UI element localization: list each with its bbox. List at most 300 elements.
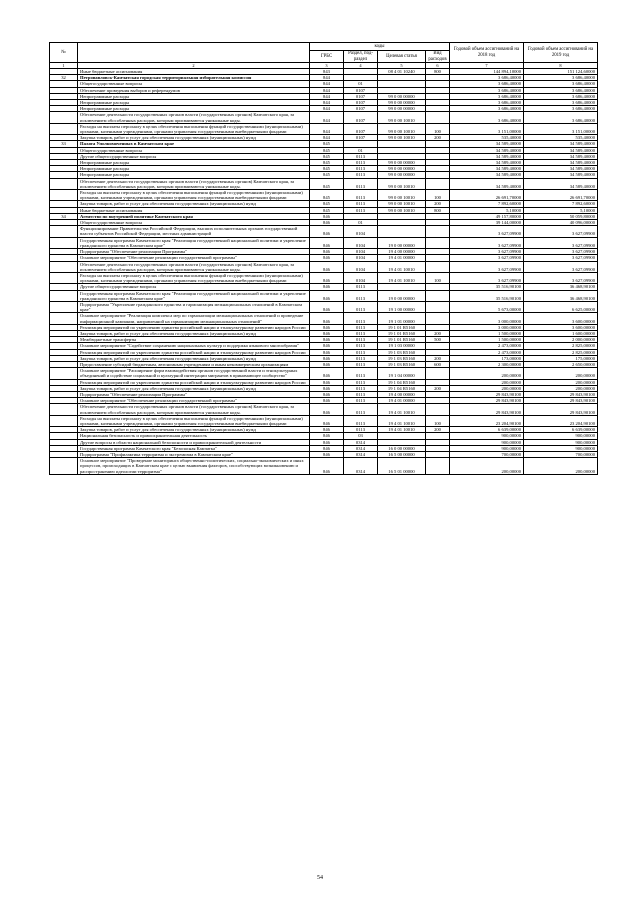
row-grbs: 846: [310, 379, 344, 385]
row-amount-2018: 2 473,00000: [450, 349, 524, 355]
budget-table: [49, 42, 598, 475]
column-number: 5: [378, 63, 426, 69]
row-amount-2019: 3 686,40000: [524, 112, 598, 123]
row-number: [50, 261, 78, 272]
row-amount-2019: 535,40000: [524, 135, 598, 141]
row-amount-2019: 36 468,90100: [524, 290, 598, 301]
row-vid: 100: [426, 123, 450, 134]
row-celevaya: 99 0 00 10010: [378, 178, 426, 189]
row-razdel: 0113: [344, 361, 378, 367]
row-grbs: 846: [310, 415, 344, 426]
row-amount-2019: 50 059,80000: [524, 213, 598, 219]
row-amount-2018: 900,00000: [450, 439, 524, 445]
row-amount-2019: 3 686,40000: [524, 93, 598, 99]
row-amount-2018: 144 894,10000: [450, 69, 524, 75]
table-row: [50, 75, 598, 81]
row-razdel: 0113: [344, 190, 378, 201]
row-vid: 200: [426, 201, 450, 207]
row-razdel: 0107: [344, 93, 378, 99]
row-grbs: 846: [310, 398, 344, 404]
row-amount-2018: 200,00000: [450, 458, 524, 475]
row-celevaya: 99 0 00 10010: [378, 201, 426, 207]
row-description: Расходы на выплаты персоналу в целях обеспечения выполнения функций государственными (муниципальными) органами, казенными учреждениями, органами управления государственными внебюджетными фондами: [78, 123, 310, 134]
row-amount-2018: 3 686,40000: [450, 106, 524, 112]
column-number: 8: [524, 63, 598, 69]
row-amount-2019: 2 825,00000: [524, 349, 598, 355]
row-grbs: 844: [310, 81, 344, 87]
row-celevaya: 19 1 03 R5160: [378, 355, 426, 361]
row-amount-2018: 3 000,00000: [450, 313, 524, 324]
row-razdel: 0113: [344, 301, 378, 312]
row-description: Петропавловск-Камчатская городская территориальная избирательная комиссия: [78, 75, 310, 81]
table-row: [50, 385, 598, 391]
row-description: Закупка товаров, работ и услуг для обеспечения государственных (муниципальных) нужд: [78, 201, 310, 207]
row-vid: 200: [426, 427, 450, 433]
column-number: 2: [78, 63, 310, 69]
table-row: [50, 427, 598, 433]
row-amount-2018: 200,00000: [450, 379, 524, 385]
row-amount-2019: 26 691,70000: [524, 190, 598, 201]
row-description: Непрограммные расходы: [78, 172, 310, 178]
row-amount-2018: 5 673,00000: [450, 301, 524, 312]
row-grbs: 844: [310, 87, 344, 93]
table-row: [50, 153, 598, 159]
row-description: Основное мероприятие "Расширение форм взаимодействия органов государственной власти и этнокультурных объединений и содействие социальной и культурной интеграции мигрантов в принимающее сообщество": [78, 368, 310, 379]
header-name: [78, 43, 310, 63]
header-grbs: ГРБС: [310, 51, 344, 63]
row-amount-2018: 535,40000: [450, 135, 524, 141]
header-codes: коды: [310, 43, 450, 51]
row-razdel: 0104: [344, 261, 378, 272]
row-description: Агентство по внутренней политике Камчатского края: [78, 213, 310, 219]
row-grbs: 843: [310, 69, 344, 75]
table-row: [50, 178, 598, 189]
table-row: [50, 226, 598, 237]
row-grbs: 846: [310, 391, 344, 397]
row-razdel: 0113: [344, 284, 378, 290]
row-celevaya: 19 1 03 R5160: [378, 349, 426, 355]
row-description: Государственная программа Камчатского края "Безопасная Камчатка": [78, 445, 310, 451]
row-razdel: 01: [344, 220, 378, 226]
row-description: Основное мероприятие "Содействие сохранению национальных культур и поддержка языкового многообразия": [78, 343, 310, 349]
table-row: [50, 284, 598, 290]
row-amount-2018: 34 589,40000: [450, 160, 524, 166]
row-grbs: 846: [310, 255, 344, 261]
row-celevaya: 99 0 00 10010: [378, 123, 426, 134]
row-celevaya: 19 1 03 R5160: [378, 361, 426, 367]
row-celevaya: 19 1 01 00000: [378, 313, 426, 324]
row-number: 33: [50, 141, 78, 147]
row-celevaya: 19 1 04 00000: [378, 368, 426, 379]
row-description: Государственная программа Камчатского края "Реализация государственной национальной политики и укрепление гражданского единства в Камчатском крае": [78, 290, 310, 301]
row-vid: [426, 112, 450, 123]
row-amount-2019: 900,00000: [524, 439, 598, 445]
row-grbs: 846: [310, 337, 344, 343]
row-amount-2018: 26 691,70000: [450, 190, 524, 201]
row-amount-2018: 3 686,40000: [450, 100, 524, 106]
row-amount-2018: 34 589,40000: [450, 166, 524, 172]
row-number: 32: [50, 75, 78, 81]
table-row: [50, 301, 598, 312]
row-vid: 600: [426, 361, 450, 367]
row-description: Подпрограмма "Укрепление гражданского единства и гармонизация межнациональных отношений в Камчатском крае": [78, 301, 310, 312]
row-grbs: 845: [310, 160, 344, 166]
row-number: [50, 112, 78, 123]
row-grbs: 846: [310, 301, 344, 312]
row-celevaya: 19 0 00 00000: [378, 290, 426, 301]
row-razdel: 0104: [344, 237, 378, 248]
row-amount-2018: 700,00000: [450, 452, 524, 458]
row-celevaya: 16 5 00 00000: [378, 452, 426, 458]
table-row: [50, 398, 598, 404]
table-row: [50, 290, 598, 301]
column-number: 1: [50, 63, 78, 69]
row-amount-2019: 34 589,40000: [524, 153, 598, 159]
row-amount-2019: 40 096,00000: [524, 220, 598, 226]
row-amount-2018: 34 589,40000: [450, 153, 524, 159]
row-amount-2018: 35 516,90100: [450, 284, 524, 290]
table-row: [50, 458, 598, 475]
row-description: Функционирование Правительства Российской Федерации, высших исполнительных органов государственной власти субъектов Российской Федерации, местных администраций: [78, 226, 310, 237]
row-amount-2019: 3 600,00000: [524, 324, 598, 330]
row-amount-2018: 3 627,09900: [450, 226, 524, 237]
row-description: Другие общегосударственные вопросы: [78, 153, 310, 159]
row-amount-2018: 6 639,00000: [450, 427, 524, 433]
row-amount-2018: 3 627,09900: [450, 237, 524, 248]
row-amount-2019: 36 468,90100: [524, 284, 598, 290]
row-amount-2019: 3 686,40000: [524, 106, 598, 112]
row-celevaya: 19 4 01 10010: [378, 427, 426, 433]
row-grbs: 846: [310, 213, 344, 219]
row-razdel: 0113: [344, 379, 378, 385]
row-razdel: 0113: [344, 349, 378, 355]
header-number: №: [50, 43, 78, 63]
row-razdel: 0113: [344, 368, 378, 379]
row-amount-2018: 173,00000: [450, 355, 524, 361]
row-grbs: 846: [310, 458, 344, 475]
row-amount-2019: 3 151,00000: [524, 123, 598, 134]
row-celevaya: 99 0 00 10010: [378, 112, 426, 123]
row-razdel: 0113: [344, 343, 378, 349]
row-grbs: 845: [310, 190, 344, 201]
row-razdel: 0107: [344, 106, 378, 112]
row-amount-2019: 34 589,40000: [524, 160, 598, 166]
table-row: [50, 87, 598, 93]
row-celevaya: 19 1 01 R5160: [378, 330, 426, 336]
row-razdel: 01: [344, 147, 378, 153]
table-row: [50, 190, 598, 201]
row-amount-2018: 35 516,90100: [450, 290, 524, 301]
row-description: Предоставление субсидий бюджетным, автономным учреждениям и иным некоммерческим организациям: [78, 361, 310, 367]
row-description: Основное мероприятие "Реализация комплекса мер по гармонизации межнациональных отношений и проведение информационной кампании, направленной на гармонизацию межнациональных отношений": [78, 313, 310, 324]
table-row: [50, 343, 598, 349]
table-row: [50, 330, 598, 336]
row-description: Основное мероприятие "Обеспечение реализации государственной программы": [78, 398, 310, 404]
row-amount-2018: 34 589,40000: [450, 178, 524, 189]
row-razdel: 0113: [344, 330, 378, 336]
row-vid: 200: [426, 385, 450, 391]
table-row: [50, 141, 598, 147]
row-amount-2018: 29 843,90100: [450, 391, 524, 397]
row-amount-2018: 900,00000: [450, 433, 524, 439]
row-description: Общегосударственные вопросы: [78, 220, 310, 226]
row-amount-2018: 3 627,09900: [450, 249, 524, 255]
row-grbs: 845: [310, 153, 344, 159]
row-amount-2019: 2 825,00000: [524, 343, 598, 349]
row-grbs: 846: [310, 427, 344, 433]
row-razdel: 0113: [344, 398, 378, 404]
column-number: 3: [310, 63, 344, 69]
table-row: [50, 337, 598, 343]
row-razdel: 0104: [344, 226, 378, 237]
row-amount-2019: 200,00000: [524, 379, 598, 385]
row-amount-2018: 3 686,40000: [450, 81, 524, 87]
row-grbs: 846: [310, 433, 344, 439]
row-amount-2019: 7 892,60000: [524, 201, 598, 207]
row-number: [50, 190, 78, 201]
row-amount-2019: 3 627,09900: [524, 226, 598, 237]
row-razdel: 0104: [344, 255, 378, 261]
row-description: Государственная программа Камчатского края "Реализация государственной национальной политики и укрепление гражданского единства в Камчатском крае": [78, 237, 310, 248]
row-description: Основное мероприятие "Проведение мониторинга общественно-политических, социально-экономических и иных процессов, происходящих в Камчатском крае с целью выявления факторов, способствующих возникновению и распространению идеологии терроризма": [78, 458, 310, 475]
row-amount-2018: 34 589,40000: [450, 147, 524, 153]
row-amount-2019: 3 627,09900: [524, 237, 598, 248]
row-amount-2019: 29 843,90100: [524, 391, 598, 397]
table-row: [50, 135, 598, 141]
row-amount-2019: 5,10000: [524, 207, 598, 213]
row-razdel: 0314: [344, 452, 378, 458]
row-grbs: 846: [310, 220, 344, 226]
row-amount-2018: 3 627,09900: [450, 272, 524, 283]
row-grbs: 846: [310, 361, 344, 367]
row-description: Закупка товаров, работ и услуг для обеспечения государственных (муниципальных) нужд: [78, 385, 310, 391]
row-amount-2019: 1 600,00000: [524, 330, 598, 336]
table-row: [50, 439, 598, 445]
row-celevaya: 19 1 04 R5160: [378, 379, 426, 385]
row-amount-2018: 3 000,00000: [450, 324, 524, 330]
row-grbs: 846: [310, 349, 344, 355]
row-amount-2019: 29 843,90100: [524, 398, 598, 404]
table-row: [50, 81, 598, 87]
row-grbs: 846: [310, 249, 344, 255]
budget-table-sheet: [49, 42, 597, 475]
column-number: 7: [450, 63, 524, 69]
row-grbs: 845: [310, 166, 344, 172]
row-razdel: 0113: [344, 178, 378, 189]
row-amount-2019: 3 686,40000: [524, 81, 598, 87]
row-celevaya: 99 0 00 00000: [378, 160, 426, 166]
row-description: Межбюджетные трансферты: [78, 337, 310, 343]
row-amount-2019: 900,00000: [524, 445, 598, 451]
row-razdel: 0113: [344, 391, 378, 397]
row-razdel: 0113: [344, 324, 378, 330]
row-vid: [426, 290, 450, 301]
row-amount-2019: 34 589,40000: [524, 172, 598, 178]
row-celevaya: 99 0 00 00000: [378, 166, 426, 172]
table-row: [50, 324, 598, 330]
row-amount-2018: 2 300,00000: [450, 361, 524, 367]
row-celevaya: 19 1 01 R5160: [378, 324, 426, 330]
row-razdel: 0107: [344, 112, 378, 123]
table-row: [50, 379, 598, 385]
row-razdel: 0107: [344, 123, 378, 134]
row-grbs: 846: [310, 439, 344, 445]
row-description: Закупка товаров, работ и услуг для обеспечения государственных (муниципальных) нужд: [78, 427, 310, 433]
row-amount-2018: 3 686,40000: [450, 75, 524, 81]
row-razdel: 0107: [344, 87, 378, 93]
row-grbs: 846: [310, 368, 344, 379]
row-description: Непрограммные расходы: [78, 93, 310, 99]
row-grbs: 846: [310, 330, 344, 336]
row-amount-2018: 900,00000: [450, 445, 524, 451]
table-row: [50, 249, 598, 255]
row-grbs: 846: [310, 226, 344, 237]
row-razdel: 0113: [344, 172, 378, 178]
table-row: [50, 355, 598, 361]
table-body: [50, 63, 598, 475]
row-grbs: 844: [310, 75, 344, 81]
row-description: Закупка товаров, работ и услуг для обеспечения государственных (муниципальных) нужд: [78, 135, 310, 141]
row-amount-2019: 900,00000: [524, 433, 598, 439]
row-razdel: 0104: [344, 272, 378, 283]
row-celevaya: 99 0 00 10010: [378, 135, 426, 141]
row-description: Иные бюджетные ассигнования: [78, 69, 310, 75]
header-celevaya: Целевая статья: [378, 51, 426, 63]
row-celevaya: 19 0 00 00000: [378, 237, 426, 248]
row-celevaya: 19 4 00 00000: [378, 391, 426, 397]
row-celevaya: 16 0 00 00000: [378, 445, 426, 451]
table-row: [50, 272, 598, 283]
row-amount-2019: 175,00000: [524, 355, 598, 361]
row-razdel: 0113: [344, 313, 378, 324]
header-year-2019: Годовой объем ассигнований на 2019 год: [524, 43, 598, 63]
row-amount-2018: 7 892,60000: [450, 201, 524, 207]
row-amount-2018: 29 843,90100: [450, 404, 524, 415]
row-amount-2018: 23 204,90100: [450, 415, 524, 426]
row-grbs: 846: [310, 237, 344, 248]
row-grbs: 845: [310, 207, 344, 213]
row-razdel: 0107: [344, 100, 378, 106]
row-number: [50, 458, 78, 475]
row-vid: [426, 261, 450, 272]
row-description: Обеспечение деятельности государственных органов власти (государственных органов) Камчатского края, за исключением обособленных расходов, которым присваиваются уникальные коды.: [78, 178, 310, 189]
row-amount-2019: 34 589,40000: [524, 141, 598, 147]
row-description: Обеспечение проведения выборов и референдумов: [78, 87, 310, 93]
row-number: [50, 415, 78, 426]
row-description: Обеспечение деятельности государственных органов власти (государственных органов) Камчатского края, за исключением обособленных расходов, которым присваиваются уникальные коды.: [78, 261, 310, 272]
row-amount-2019: 200,00000: [524, 368, 598, 379]
table-row: [50, 201, 598, 207]
column-number: 6: [426, 63, 450, 69]
row-amount-2018: 2 473,00000: [450, 343, 524, 349]
row-amount-2018: 29 843,90100: [450, 398, 524, 404]
row-razdel: 0113: [344, 201, 378, 207]
row-grbs: 844: [310, 135, 344, 141]
row-description: Иные бюджетные ассигнования: [78, 207, 310, 213]
row-grbs: 846: [310, 404, 344, 415]
row-amount-2018: 3 627,09900: [450, 261, 524, 272]
row-razdel: 0314: [344, 439, 378, 445]
table-row: [50, 415, 598, 426]
row-amount-2019: 6 639,00000: [524, 427, 598, 433]
row-amount-2019: 200,00000: [524, 458, 598, 475]
row-amount-2019: 3 686,40000: [524, 87, 598, 93]
row-amount-2019: 29 843,90100: [524, 404, 598, 415]
row-description: Обеспечение деятельности государственных органов власти (государственных органов) Камчатского края, за исключением обособленных расходов, которым присваиваются уникальные коды.: [78, 404, 310, 415]
table-row: [50, 123, 598, 134]
row-razdel: 0113: [344, 290, 378, 301]
row-vid: [426, 226, 450, 237]
row-description: Расходы на выплаты персоналу в целях обеспечения выполнения функций государственными (муниципальными) органами, казенными учреждениями, органами управления государственными внебюджетными фондами: [78, 415, 310, 426]
row-description: Подпрограмма "Обеспечение реализации Программы": [78, 391, 310, 397]
row-razdel: 0113: [344, 207, 378, 213]
row-vid: 100: [426, 272, 450, 283]
table-row: [50, 261, 598, 272]
row-razdel: 0104: [344, 249, 378, 255]
row-grbs: 846: [310, 343, 344, 349]
row-number: [50, 178, 78, 189]
row-grbs: 845: [310, 141, 344, 147]
row-vid: [426, 237, 450, 248]
header-year-2018: Годовой объем ассигнований на 2018 год: [450, 43, 524, 63]
table-row: [50, 433, 598, 439]
row-amount-2019: 2 650,00000: [524, 361, 598, 367]
row-description: Непрограммные расходы: [78, 106, 310, 112]
table-row: [50, 69, 598, 75]
row-amount-2018: 49 157,80000: [450, 213, 524, 219]
row-description: Реализация мероприятий по укреплению единства российской нации и этнокультурному развитию народов России: [78, 379, 310, 385]
row-description: Закупка товаров, работ и услуг для обеспечения государственных (муниципальных) нужд: [78, 355, 310, 361]
row-number: [50, 301, 78, 312]
row-grbs: 846: [310, 313, 344, 324]
row-grbs: 845: [310, 172, 344, 178]
row-grbs: 845: [310, 178, 344, 189]
row-description: Расходы на выплаты персоналу в целях обеспечения выполнения функций государственными (муниципальными) органами, казенными учреждениями, органами управления государственными внебюджетными фондами: [78, 190, 310, 201]
row-razdel: 0113: [344, 153, 378, 159]
row-description: Общегосударственные вопросы: [78, 81, 310, 87]
row-celevaya: 19 1 01 R5160: [378, 337, 426, 343]
row-celevaya: 99 0 00 00000: [378, 172, 426, 178]
row-celevaya: 19 1 00 00000: [378, 301, 426, 312]
row-description: Непрограммные расходы: [78, 100, 310, 106]
row-amount-2018: 200,00000: [450, 385, 524, 391]
row-razdel: 01: [344, 81, 378, 87]
row-amount-2018: 3 627,09900: [450, 255, 524, 261]
row-vid: 100: [426, 415, 450, 426]
row-amount-2019: 3 686,40000: [524, 100, 598, 106]
row-description: Обеспечение деятельности государственных органов власти (государственных органов) Камчатского края, за исключением обособленных расходов, которым присваиваются уникальные коды.: [78, 112, 310, 123]
row-amount-2019: 700,00000: [524, 452, 598, 458]
row-razdel: 0113: [344, 427, 378, 433]
row-description: Другие вопросы в области национальной безопасности и правоохранительной деятельности: [78, 439, 310, 445]
row-razdel: 0113: [344, 166, 378, 172]
row-description: Общегосударственные вопросы: [78, 147, 310, 153]
row-amount-2018: 3 151,00000: [450, 123, 524, 134]
row-celevaya: 19 4 01 10010: [378, 404, 426, 415]
row-razdel: 0113: [344, 337, 378, 343]
row-celevaya: 99 0 00 00000: [378, 100, 426, 106]
row-amount-2019: 3 627,09900: [524, 255, 598, 261]
row-celevaya: [378, 226, 426, 237]
header-vid: Вид расходов: [426, 51, 450, 63]
row-razdel: 0314: [344, 458, 378, 475]
table-row: [50, 207, 598, 213]
row-number: [50, 237, 78, 248]
row-number: [50, 226, 78, 237]
table-row: [50, 404, 598, 415]
row-celevaya: 99 0 00 10010: [378, 207, 426, 213]
row-razdel: 0314: [344, 445, 378, 451]
